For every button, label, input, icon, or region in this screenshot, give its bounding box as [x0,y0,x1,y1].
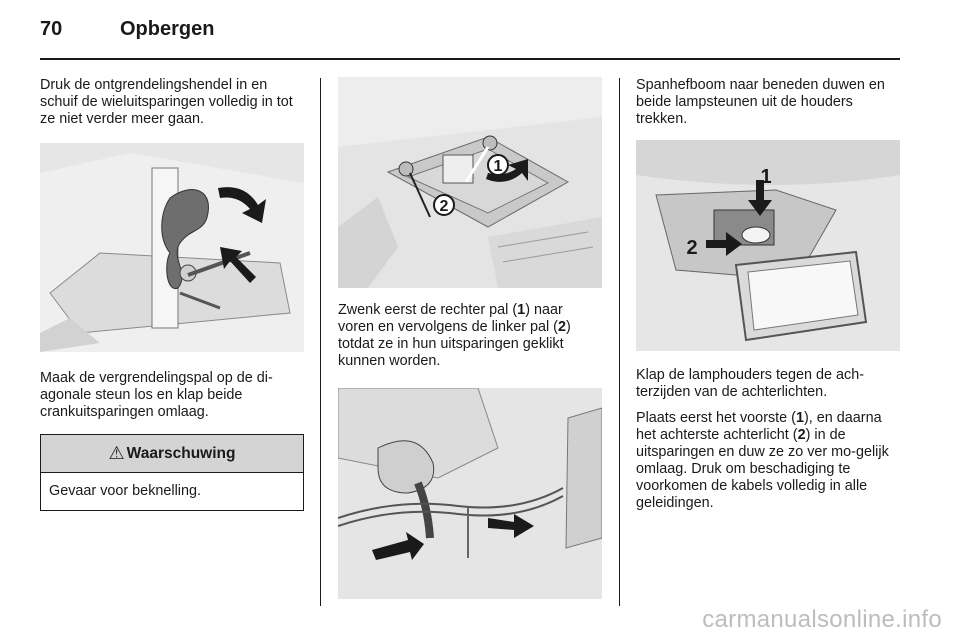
left-paragraph-2: Maak de vergrendelingspal op de di-agonale steun los en klap beide crankuitsparingen omlaag. [40,370,273,420]
lamp-label-2: 2 [686,237,698,259]
right-paragraph-2: Klap de lamphouders tegen de ach-terzijden van de achterlichten. [636,367,865,400]
warning-title: Waarschuwing [126,444,236,462]
right-paragraph-1: Spanhefboom naar beneden duwen en beide lampsteunen uit de houders trekken. [636,77,885,127]
warning-header [41,435,303,473]
lamp-illustration [636,140,900,351]
pawl-illustration [338,77,602,288]
cable-illustration [338,388,602,599]
middle-paragraph-1: Zwenk eerst de rechter pal (1) naar voren en vervolgens de linker pal (2) totdat ze in hun uitsparingen geklikt kunnen worden. [338,302,571,369]
watermark: carmanualsonline.info [702,606,942,633]
column-right [636,77,900,512]
page-title: Opbergen [120,18,215,40]
lamp-label-1: 1 [760,166,772,188]
right-paragraph-3: Plaats eerst het voorste (1), en daarna het achterste achterlicht (2) in de uitsparingen en duw ze zo ver mo-gelijk omlaag. Druk om beschadiging te voorkomen de kabels volledig in alle geleidingen. [636,410,889,511]
column-left [40,77,304,511]
column-divider-right [619,78,620,606]
column-divider-left [320,78,321,606]
left-paragraph-1: Druk de ontgrendelingshendel in en schuif de wieluitsparingen volledig in tot ze niet verder meer gaan. [40,77,293,127]
page-number: 70 [40,18,63,40]
pawl-label-2: 2 [439,198,449,215]
column-middle [338,77,602,599]
warning-text: Gevaar voor beknelling. [49,483,201,499]
warning-triangle-icon: ⚠ [108,443,125,463]
header-rule [40,58,900,60]
warning-box [40,434,304,511]
pawl-label-1: 1 [493,158,503,175]
jack-illustration [40,143,304,352]
